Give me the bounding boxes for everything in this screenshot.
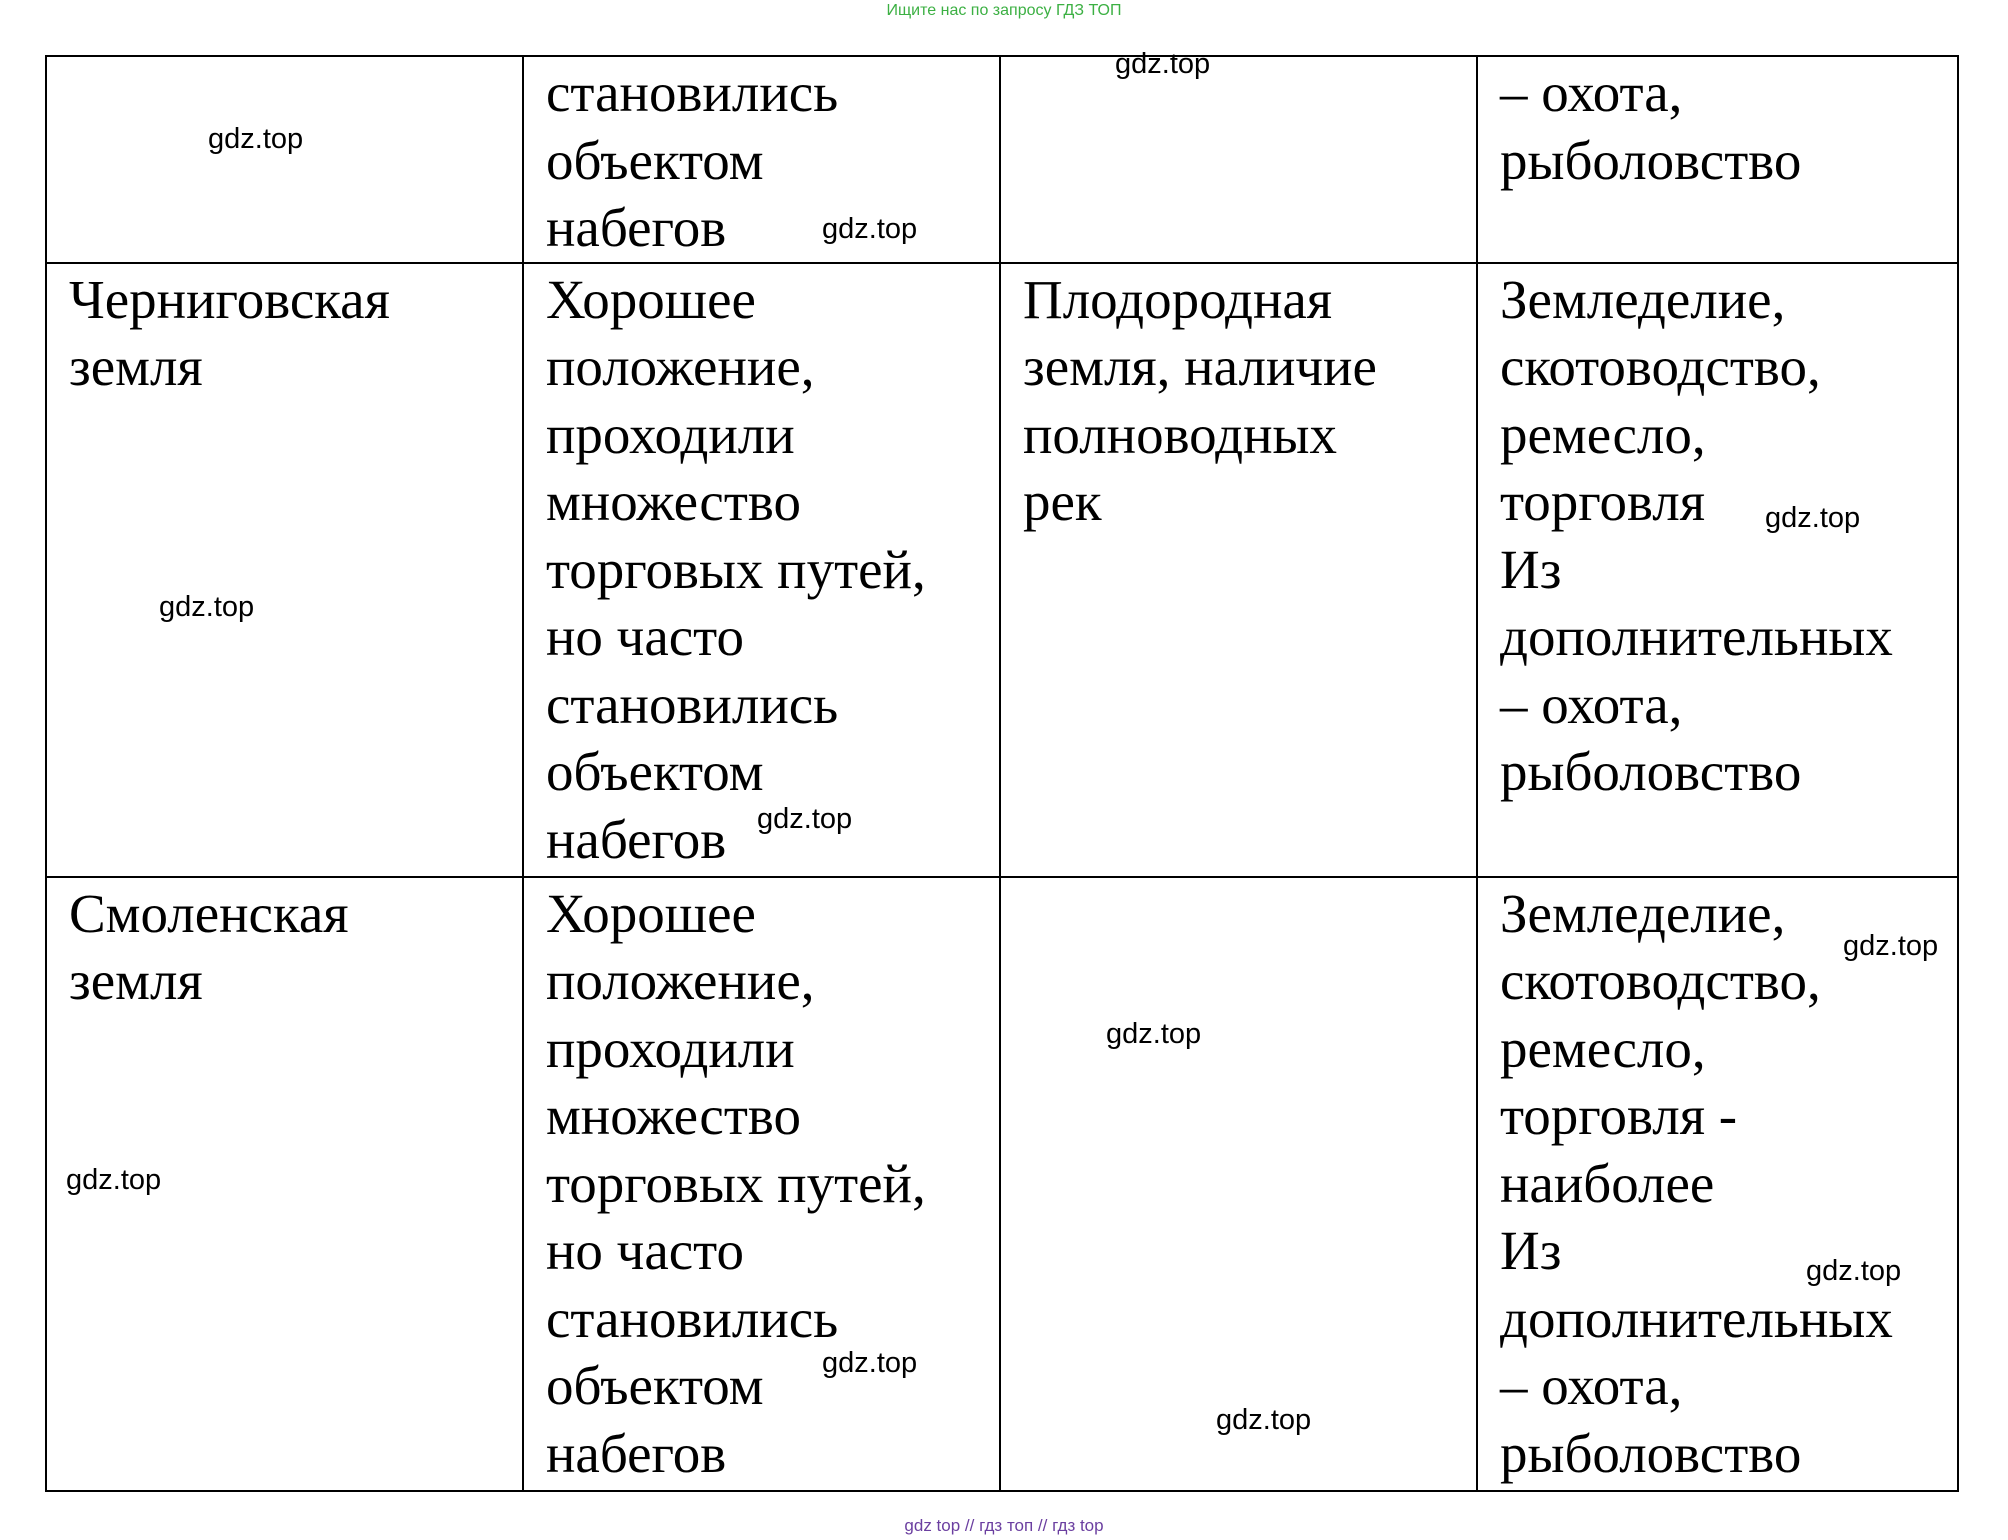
table-cell: Хорошее положение, проходили множество торговых путей, но часто становились объектом набегов <box>523 877 1000 1491</box>
table-cell: становились объектом набегов <box>523 56 1000 263</box>
table-cell: Земледелие, скотоводство, ремесло, торговля Из дополнительных – охота, рыболовство <box>1477 263 1958 877</box>
table-cell: Черниговская земля <box>46 263 523 877</box>
table-row <box>46 56 1958 263</box>
watermark: gdz.top <box>757 803 853 835</box>
table-cell <box>46 56 523 263</box>
top-banner: Ищите нас по запросу ГДЗ ТОП <box>886 2 1122 19</box>
watermark: gdz.top <box>159 591 255 623</box>
watermark: gdz.top <box>1115 48 1211 80</box>
watermark: gdz.top <box>822 213 918 245</box>
table-cell <box>1000 877 1477 1491</box>
table-row <box>46 263 1958 877</box>
footer-links[interactable]: gdz top // гдз топ // гдз top <box>904 1516 1104 1535</box>
watermark: gdz.top <box>66 1164 162 1196</box>
table-cell: – охота, рыболовство <box>1477 56 1958 263</box>
watermark: gdz.top <box>1106 1018 1202 1050</box>
watermark: gdz.top <box>1806 1255 1902 1287</box>
regions-table <box>45 55 1959 1492</box>
table-cell: Земледелие, скотоводство, ремесло, торговля - наиболее Из дополнительных – охота, рыболовство <box>1477 877 1958 1491</box>
watermark: gdz.top <box>1765 502 1861 534</box>
watermark: gdz.top <box>822 1347 918 1379</box>
watermark: gdz.top <box>1843 930 1939 962</box>
table-cell: Плодородная земля, наличие полноводных рек <box>1000 263 1477 877</box>
table-cell: Смоленская земля <box>46 877 523 1491</box>
table-cell <box>1000 56 1477 263</box>
watermark: gdz.top <box>208 123 304 155</box>
watermark: gdz.top <box>1216 1404 1312 1436</box>
table-cell: Хорошее положение, проходили множество торговых путей, но часто становились объектом набегов <box>523 263 1000 877</box>
table-row <box>46 877 1958 1491</box>
